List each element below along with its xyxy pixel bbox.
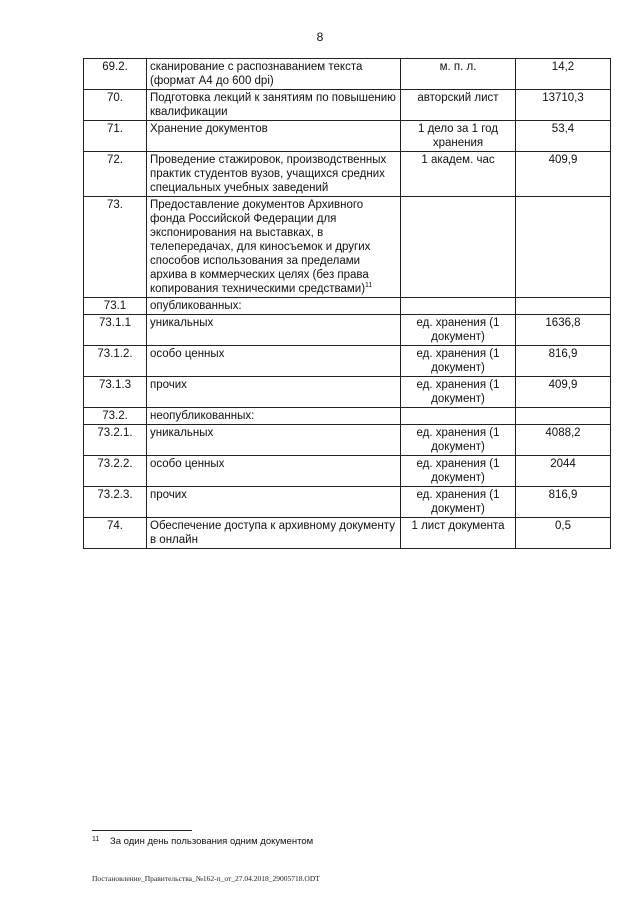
row-number: 74. bbox=[84, 518, 147, 549]
page-number: 8 bbox=[316, 30, 324, 44]
footnote-mark: 11 bbox=[92, 836, 100, 843]
table-row bbox=[84, 152, 611, 197]
row-price: 13710,3 bbox=[516, 90, 611, 121]
row-number: 73.2. bbox=[84, 408, 147, 425]
row-description-text: Предоставление документов Архивного фонда Российской Федерации для экспонирования на выставках, в телепередачах, для киносъемок и других способов использования за пределами архива в коммерческих целях (без права копирования техническими средствами) bbox=[150, 199, 371, 295]
row-unit: ед. хранения (1 документ) bbox=[401, 456, 516, 487]
row-description: уникальных bbox=[147, 425, 401, 456]
row-number: 72. bbox=[84, 152, 147, 197]
price-table bbox=[83, 58, 611, 549]
table-row bbox=[84, 487, 611, 518]
row-price: 2044 bbox=[516, 456, 611, 487]
row-description: Обеспечение доступа к архивному документу в онлайн bbox=[147, 518, 401, 549]
table-row bbox=[84, 121, 611, 152]
row-number: 73.1.2. bbox=[84, 346, 147, 377]
row-unit: 1 академ. час bbox=[401, 152, 516, 197]
row-unit: 1 дело за 1 год хранения bbox=[401, 121, 516, 152]
table-row bbox=[84, 408, 611, 425]
row-unit bbox=[401, 197, 516, 298]
row-unit: ед. хранения (1 документ) bbox=[401, 377, 516, 408]
table-row bbox=[84, 425, 611, 456]
row-unit bbox=[401, 298, 516, 315]
row-unit: ед. хранения (1 документ) bbox=[401, 425, 516, 456]
row-description: уникальных bbox=[147, 315, 401, 346]
row-price: 816,9 bbox=[516, 346, 611, 377]
row-description bbox=[147, 197, 401, 298]
row-number: 73.2.1. bbox=[84, 425, 147, 456]
row-description: прочих bbox=[147, 487, 401, 518]
table-row bbox=[84, 456, 611, 487]
row-description: неопубликованных: bbox=[147, 408, 401, 425]
document-footer-reference: Постановление_Правительства_№162-п_от_27.04.2018_29005718.ODT bbox=[92, 874, 320, 883]
row-number: 73.1.1 bbox=[84, 315, 147, 346]
row-number: 73.2.2. bbox=[84, 456, 147, 487]
row-number: 73.1.3 bbox=[84, 377, 147, 408]
table-row bbox=[84, 59, 611, 90]
row-unit: 1 лист документа bbox=[401, 518, 516, 549]
table-row bbox=[84, 346, 611, 377]
row-unit: ед. хранения (1 документ) bbox=[401, 346, 516, 377]
row-unit: ед. хранения (1 документ) bbox=[401, 315, 516, 346]
row-price: 409,9 bbox=[516, 152, 611, 197]
table-row bbox=[84, 315, 611, 346]
table-row bbox=[84, 197, 611, 298]
row-description: Проведение стажировок, производственных практик студентов вузов, учащихся средних специальных учебных заведений bbox=[147, 152, 401, 197]
row-price: 14,2 bbox=[516, 59, 611, 90]
row-description: прочих bbox=[147, 377, 401, 408]
row-number: 69.2. bbox=[84, 59, 147, 90]
row-price: 409,9 bbox=[516, 377, 611, 408]
row-unit: м. п. л. bbox=[401, 59, 516, 90]
row-number: 73. bbox=[84, 197, 147, 298]
footnote-reference: 11 bbox=[365, 282, 373, 290]
table-row bbox=[84, 298, 611, 315]
row-price bbox=[516, 408, 611, 425]
row-number: 73.1 bbox=[84, 298, 147, 315]
row-number: 73.2.3. bbox=[84, 487, 147, 518]
row-price: 0,5 bbox=[516, 518, 611, 549]
row-price bbox=[516, 298, 611, 315]
row-description: особо ценных bbox=[147, 346, 401, 377]
row-description: сканирование с распознаванием текста (формат А4 до 600 dpi) bbox=[147, 59, 401, 90]
row-unit: авторский лист bbox=[401, 90, 516, 121]
row-description: Подготовка лекций к занятиям по повышению квалификации bbox=[147, 90, 401, 121]
row-price bbox=[516, 197, 611, 298]
footnote bbox=[92, 836, 313, 847]
row-price: 4088,2 bbox=[516, 425, 611, 456]
table-row bbox=[84, 90, 611, 121]
row-unit: ед. хранения (1 документ) bbox=[401, 487, 516, 518]
row-description: Хранение документов bbox=[147, 121, 401, 152]
footnote-divider bbox=[92, 830, 192, 831]
row-number: 70. bbox=[84, 90, 147, 121]
row-number: 71. bbox=[84, 121, 147, 152]
row-price: 53,4 bbox=[516, 121, 611, 152]
footnote-text: За один день пользования одним документом bbox=[110, 836, 314, 847]
row-price: 816,9 bbox=[516, 487, 611, 518]
row-description: опубликованных: bbox=[147, 298, 401, 315]
table-row bbox=[84, 377, 611, 408]
row-unit bbox=[401, 408, 516, 425]
row-price: 1636,8 bbox=[516, 315, 611, 346]
row-description: особо ценных bbox=[147, 456, 401, 487]
table-row bbox=[84, 518, 611, 549]
